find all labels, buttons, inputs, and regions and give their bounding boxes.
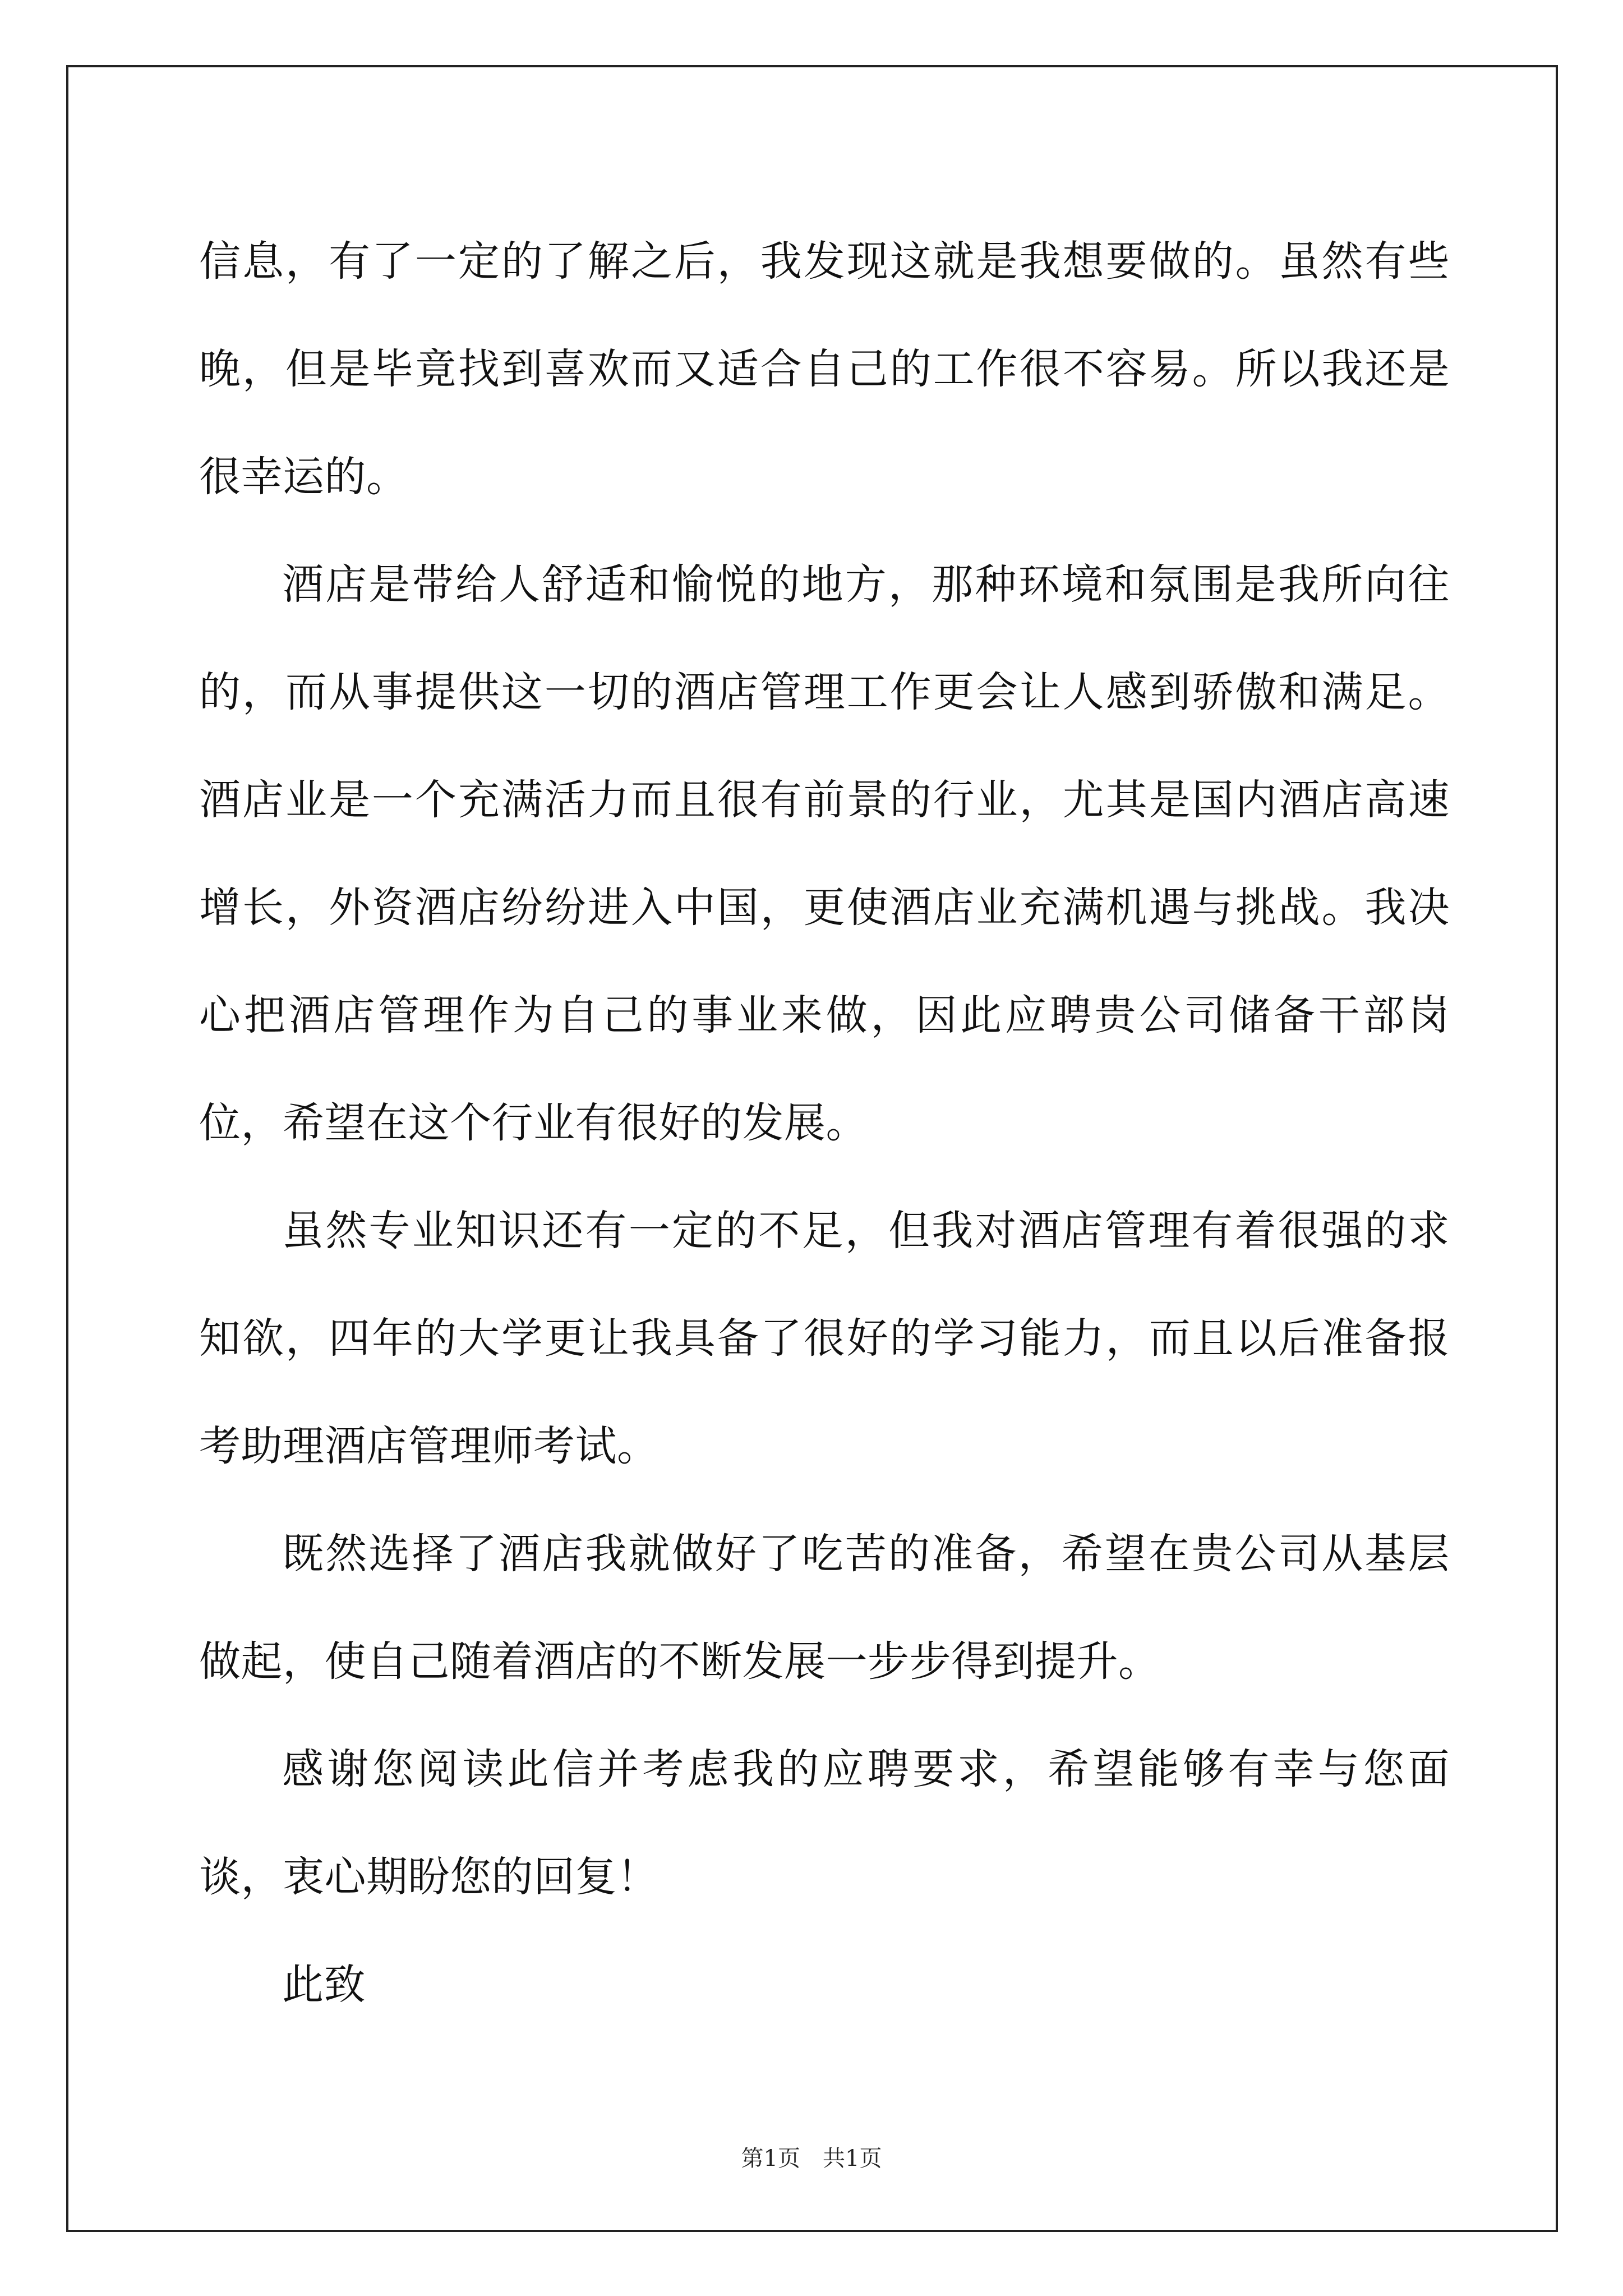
paragraph-3: 虽然专业知识还有一定的不足，但我对酒店管理有着很强的求知欲，四年的大学更让我具备了很好的学习能力，而且以后准备报考助理酒店管理师考试。	[199, 1207, 1450, 1470]
paragraph-1: 信息，有了一定的了解之后，我发现这就是我想要做的。虽然有些晚，但是毕竟找到喜欢而又适合自己的工作很不容易。所以我还是很幸运的。	[199, 237, 1450, 501]
paragraph-4: 既然选择了酒店我就做好了吃苦的准备，希望在贵公司从基层做起，使自己随着酒店的不断发展一步步得到提升。	[199, 1530, 1450, 1686]
page-number-footer: 第1页 共1页	[741, 2146, 882, 2171]
closing-salutation: 此致	[282, 1961, 366, 2009]
paragraph-5: 感谢您阅读此信并考虑我的应聘要求，希望能够有幸与您面谈，衷心期盼您的回复！	[199, 1745, 1450, 1901]
paragraph-2: 酒店是带给人舒适和愉悦的地方，那种环境和氛围是我所向往的，而从事提供这一切的酒店管理工作更会让人感到骄傲和满足。酒店业是一个充满活力而且很有前景的行业，尤其是国内酒店高速增长，外资酒店纷纷进入中国，更使酒店业充满机遇与挑战。我决心把酒店管理作为自己的事业来做，因此应聘贵公司储备干部岗位，希望在这个行业有很好的发展。	[199, 560, 1450, 1147]
letter-body	[199, 208, 1450, 2039]
